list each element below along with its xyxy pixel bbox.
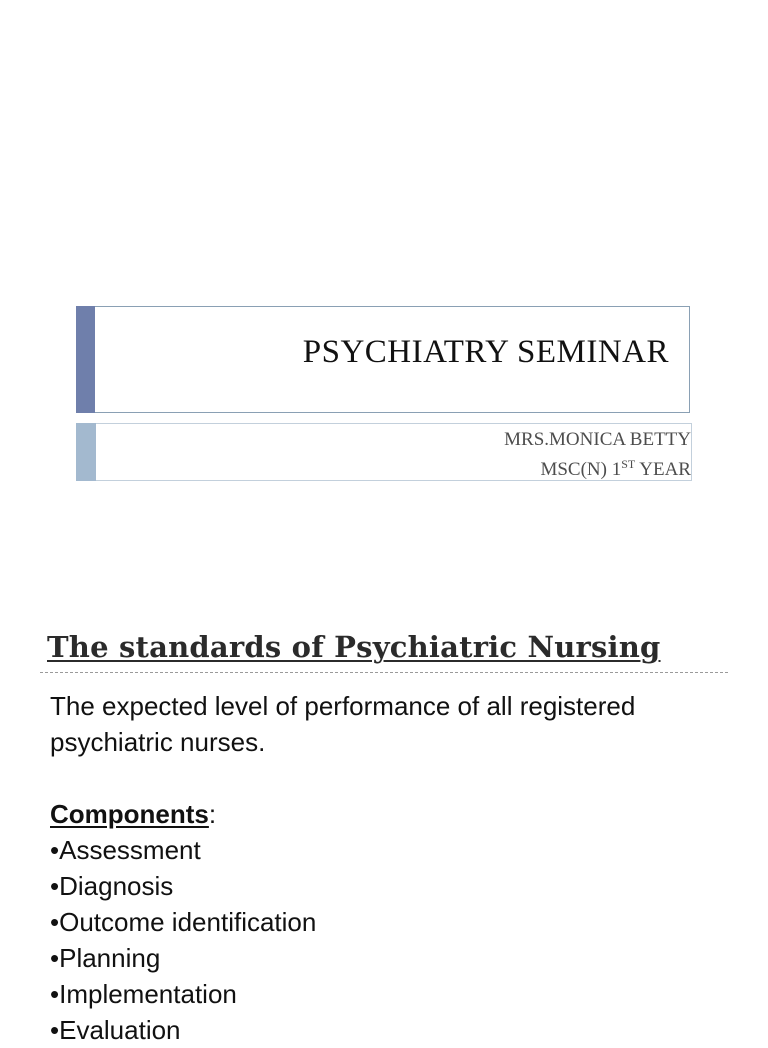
presenter-course [504, 455, 691, 485]
list-item: •Implementation [50, 979, 237, 1009]
list-item: •Diagnosis [50, 871, 174, 901]
title-accent-bar [76, 306, 95, 413]
components-list [50, 832, 316, 1048]
components-colon: : [208, 799, 217, 829]
subtitle-accent-bar [76, 423, 96, 481]
list-item: •Evaluation [50, 1015, 181, 1045]
intro-paragraph: The expected level of performance of all registered psychiatric nurses. [50, 691, 636, 757]
section-heading: The standards of Psychiatric Nursing [47, 630, 661, 664]
components-heading [50, 796, 216, 832]
list-item: •Assessment [50, 835, 201, 865]
slide-title: PSYCHIATRY SEMINAR [302, 334, 669, 370]
heading-divider [40, 672, 728, 673]
course-superscript: ST [621, 457, 636, 471]
title-placeholder [76, 306, 690, 413]
list-item: •Planning [50, 943, 161, 973]
course-prefix: MSC(N) 1 [540, 459, 622, 480]
subtitle-text [504, 425, 691, 485]
components-label: Components [50, 799, 209, 829]
presenter-name: MRS.MONICA BETTY [504, 429, 691, 450]
subtitle-placeholder [76, 423, 692, 481]
list-item: •Outcome identification [50, 907, 317, 937]
course-suffix: YEAR [635, 459, 691, 480]
